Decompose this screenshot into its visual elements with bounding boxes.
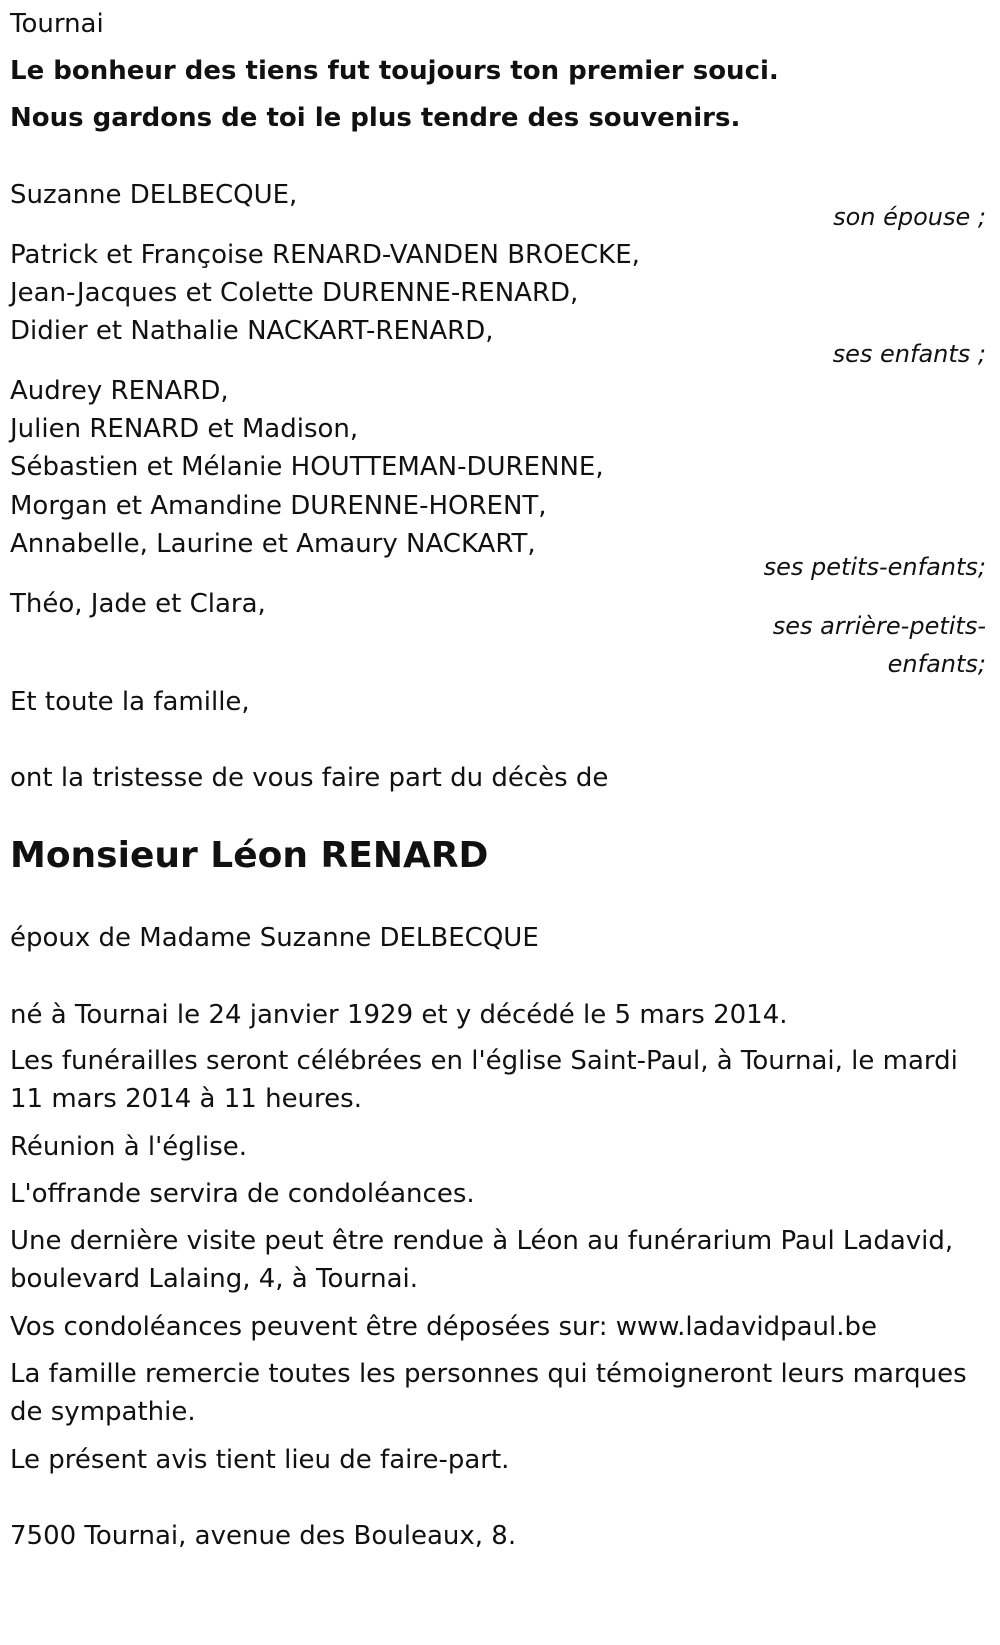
meeting-info: Réunion à l'église. [10,1132,248,1162]
grandchild-name-2: Julien RENARD et Madison, [10,414,359,444]
child-name-1: Patrick et Françoise RENARD-VANDEN BROECKE, [10,240,640,270]
address: 7500 Tournai, avenue des Bouleaux, 8. [10,1521,517,1551]
thanks-info: La famille remercie toutes les personnes qui témoigneront leurs marques de sympathie. [10,1359,967,1427]
location: Tournai [10,9,104,39]
child-name-2: Jean-Jacques et Colette DURENNE-RENARD, [10,278,579,308]
quote-line-1: Le bonheur des tiens fut toujours ton premier souci. [10,56,779,86]
spouse-of: époux de Madame Suzanne DELBECQUE [10,923,539,953]
offering-info: L'offrande servira de condoléances. [10,1179,475,1209]
grandchild-name-4: Morgan et Amandine DURENNE-HORENT, [10,491,547,521]
birth-death: né à Tournai le 24 janvier 1929 et y décédé le 5 mars 2014. [10,1000,788,1030]
visit-info: Une dernière visite peut être rendue à Léon au funérarium Paul Ladavid, boulevard Lalaing, 4, à Tournai. [10,1226,954,1294]
deceased-name: Monsieur Léon RENARD [10,835,489,876]
condolences-info: Vos condoléances peuvent être déposées sur: www.ladavidpaul.be [10,1312,878,1342]
spouse-name: Suzanne DELBECQUE, [10,180,298,210]
grandchildren-relation: ses petits-enfants; [763,553,986,581]
children-relation: ses enfants ; [832,340,986,368]
great-grandchildren-relation-line-1: ses arrière-petits- [772,612,986,640]
rest-of-family: Et toute la famille, [10,687,250,717]
quote-line-2: Nous gardons de toi le plus tendre des souvenirs. [10,103,741,133]
spouse-relation: son épouse ; [833,203,986,231]
notice-info: Le présent avis tient lieu de faire-part. [10,1445,510,1475]
grandchild-name-3: Sébastien et Mélanie HOUTTEMAN-DURENNE, [10,452,604,482]
grandchild-name-1: Audrey RENARD, [10,376,229,406]
great-grandchild-names: Théo, Jade et Clara, [10,589,266,619]
child-name-3: Didier et Nathalie NACKART-RENARD, [10,316,494,346]
announcement: ont la tristesse de vous faire part du décès de [10,763,609,793]
great-grandchildren-relation-line-2: enfants; [887,650,986,678]
grandchild-name-5: Annabelle, Laurine et Amaury NACKART, [10,529,536,559]
funeral-info: Les funérailles seront célébrées en l'église Saint-Paul, à Tournai, le mardi 11 mars 2014 à 11 heures. [10,1046,958,1114]
